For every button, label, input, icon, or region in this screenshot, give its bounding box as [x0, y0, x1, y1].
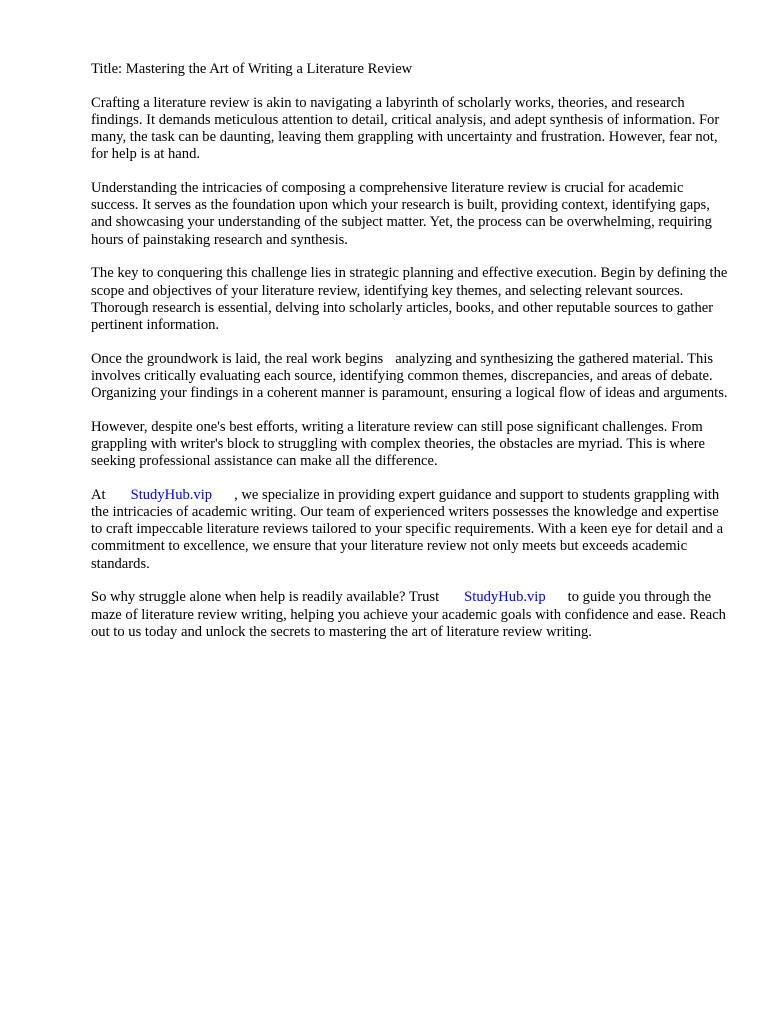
paragraph-7 [91, 589, 728, 641]
paragraph-6-end: , we specialize in providing expert guidance and support to students grappling with the intricacies of academic writing. Our team of experienced writers possesses the knowledge and expertise to craft impeccable literature reviews tailored to your specific requirements. With a keen eye for detail and a commitment to excellence, we ensure that your literature review not only meets but exceeds academic standards. [91, 486, 724, 572]
paragraph-7-end: to guide you through the maze of literature review writing, helping you achieve your academic goals with confidence and ease. Reach out to us today and unlock the secrets to mastering the art of literature review writing. [91, 589, 726, 640]
paragraph-3: The key to conquering this challenge lies in strategic planning and effective execution. Begin by defining the scope and objectives of your literature review, identifying key themes, and selecting relevant sources. Thorough research is essential, delving into scholarly articles, books, and other reputable sources to gather pertinent information. [91, 265, 728, 333]
paragraph-4-start: Once the groundwork is laid, the real work begins [91, 350, 384, 367]
paragraph-4 [91, 351, 728, 403]
paragraph-2: Understanding the intricacies of composing a comprehensive literature review is crucial for academic success. It serves as the foundation upon which your research is built, providing context, identifying gaps, and showcasing your understanding of the subject matter. Yet, the process can be overwhelming, requiring hours of painstaking research and synthesis. [91, 180, 712, 248]
paragraph-4-end: analyzing and synthesizing the gathered material. This involves critically evaluating each source, identifying common themes, discrepancies, and areas of debate. Organizing your findings in a coherent manner is paramount, ensuring a logical flow of ideas and arguments. [91, 350, 728, 402]
paragraph-6 [91, 487, 728, 573]
paragraph-5: However, despite one's best efforts, writing a literature review can still pose significant challenges. From grappling with writer's block to struggling with complex theories, the obstacles are myriad. This is where seeking professional assistance can make all the difference. [91, 418, 705, 470]
paragraph-7-start: So why struggle alone when help is readily available? Trust [91, 589, 440, 606]
studyhub-link-2[interactable]: StudyHub.vip [464, 589, 546, 606]
paragraph-1: Crafting a literature review is akin to navigating a labyrinth of scholarly works, theories, and research findings. It demands meticulous attention to detail, critical analysis, and adept synthesis of information. For many, the task can be daunting, leaving them grappling with uncertainty and frustration. However, fear not, for help is at hand. [91, 94, 720, 163]
paragraph-6-start: At [91, 486, 106, 503]
document-title: Title: Mastering the Art of Writing a Literature Review [91, 61, 413, 77]
studyhub-link-1[interactable]: StudyHub.vip [130, 486, 213, 503]
